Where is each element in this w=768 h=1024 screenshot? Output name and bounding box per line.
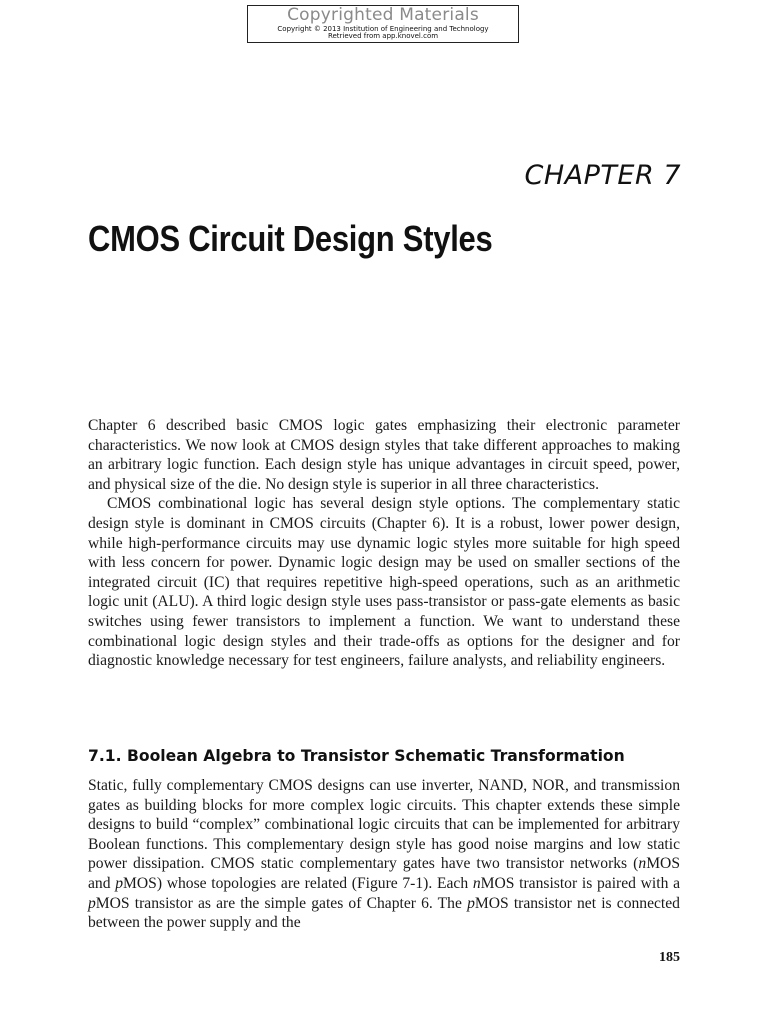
italic-n: n (472, 874, 481, 892)
intro-paragraph-2: CMOS combinational logic has several design style options. The complementary static design style is dominant in CMOS circuits (Chapter 6). It is a robust, lower power design, while high-performance circuits may use dynamic logic styles more suitable for high speed with less concern for power. Dynamic logic design may be used on smaller sections of the integrated circuit (IC) that requires repetitive high-speed operations, such as an arithmetic logic unit (ALU). A third logic design style uses pass-transistor or pass-gate elements as basic switches using fewer transistors to implement a function. We want to understand these combinational logic design styles and their trade-offs as options for the designer and for diagnostic knowledge necessary for test engineers, failure analysts, and reliability engineers. (88, 495, 680, 670)
watermark-title: Copyrighted Materials (287, 5, 479, 25)
section-text-segment: MOS) whose topologies are related (Figure 7-1). Each (123, 874, 473, 892)
intro-text (88, 416, 680, 671)
chapter-label: CHAPTER 7 (524, 160, 681, 191)
watermark-copyright-line: Copyright © 2013 Institution of Engineering and Technology (277, 25, 489, 33)
section-text-segment: MOS transistor as are the simple gates of Chapter 6. The (95, 894, 468, 912)
section-body (88, 776, 680, 933)
section-text-segment: MOS transistor net is connected between the power supply and the (88, 894, 680, 932)
italic-n: n (638, 855, 647, 873)
watermark-retrieved-line: Retrieved from app.knovel.com (327, 32, 439, 40)
section-text-segment: Static, fully complementary CMOS designs can use inverter, NAND, NOR, and transmission gates as building blocks for more complex logic circuits. This chapter extends these simple designs to build “complex” combinational logic circuits that can be implemented for arbitrary Boolean functions. This complementary design style has good noise margins and low static power dissipation. CMOS static complementary gates have two transistor networks ( (88, 777, 680, 873)
page-number: 185 (659, 950, 680, 965)
intro-paragraph-1: Chapter 6 described basic CMOS logic gates emphasizing their electronic parameter characteristics. We now look at CMOS design styles that take different approaches to making an arbitrary logic function. Each design style has unique advantages in circuit speed, power, and physical size of the die. No design style is superior in all three characteristics. (88, 417, 680, 493)
italic-p: p (88, 894, 96, 912)
section-paragraph (88, 776, 680, 933)
section-text-segment: MOS transistor is paired with a (480, 874, 680, 892)
italic-p: p (115, 874, 124, 892)
section-text-segment: MOS and (88, 855, 680, 892)
copyright-watermark (247, 5, 519, 43)
section-heading: 7.1. Boolean Algebra to Transistor Schematic Transformation (88, 747, 625, 765)
chapter-title: CMOS Circuit Design Styles (88, 218, 493, 259)
italic-p: p (467, 894, 475, 912)
